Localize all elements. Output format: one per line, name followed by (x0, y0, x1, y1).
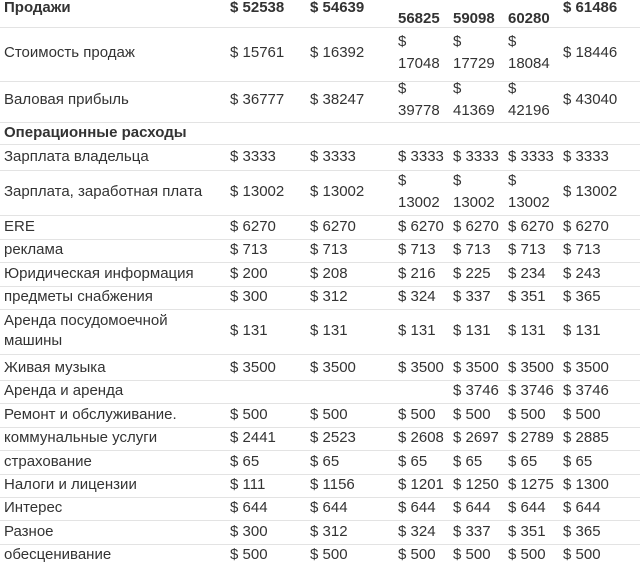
table-cell: $ 3500 (508, 359, 554, 376)
row-label: реклама (4, 241, 64, 258)
table-cell: $ 300 (230, 523, 268, 540)
table-cell: $ 13002 (563, 183, 618, 200)
table-cell: $ 713 (310, 241, 348, 258)
table-cell: $ (398, 80, 407, 97)
table-cell: $ 365 (563, 523, 601, 540)
table-cell: 18084 (508, 55, 550, 72)
table-cell: 56825 (398, 10, 440, 27)
table-cell: $ 3746 (453, 382, 499, 399)
table-cell: $ 3333 (398, 148, 444, 165)
table-cell: $ 500 (563, 546, 601, 563)
table-cell: $ (453, 33, 462, 50)
table-cell: $ 38247 (310, 91, 365, 108)
table-cell: $ 3746 (508, 382, 554, 399)
table-cell: $ (398, 172, 407, 189)
table-cell: $ 6270 (310, 218, 356, 235)
table-cell: $ 500 (453, 546, 491, 563)
table-cell: $ 351 (508, 523, 546, 540)
table-cell: $ 13002 (310, 183, 365, 200)
table-cell: 41369 (453, 102, 495, 119)
row-divider (0, 354, 640, 355)
table-cell: $ 312 (310, 288, 348, 305)
table-cell: $ 36777 (230, 91, 285, 108)
table-cell: $ 312 (310, 523, 348, 540)
table-cell: $ 3500 (230, 359, 276, 376)
table-cell: $ 200 (230, 265, 268, 282)
table-cell: $ 1275 (508, 476, 554, 493)
table-cell: $ 644 (310, 499, 348, 516)
table-cell: $ 500 (230, 546, 268, 563)
table-cell: $ 2441 (230, 429, 276, 446)
table-cell: $ 500 (310, 546, 348, 563)
row-label: Продажи (4, 0, 71, 16)
row-label: обесценивание (4, 546, 112, 563)
table-cell: $ 16392 (310, 44, 365, 61)
table-cell: 39778 (398, 102, 440, 119)
row-label: Интерес (4, 499, 63, 516)
table-cell: $ 54639 (310, 0, 365, 16)
table-cell: $ 13002 (230, 183, 285, 200)
table-cell: $ 65 (398, 453, 428, 470)
table-cell: $ 65 (230, 453, 260, 470)
table-cell: $ 1300 (563, 476, 609, 493)
table-cell: $ 365 (563, 288, 601, 305)
row-label: Разное (4, 523, 54, 540)
table-cell: $ 713 (508, 241, 546, 258)
table-cell: $ 2789 (508, 429, 554, 446)
row-label: Аренда и аренда (4, 382, 124, 399)
row-divider (0, 520, 640, 521)
table-cell: $ 713 (230, 241, 268, 258)
table-cell: $ 243 (563, 265, 601, 282)
table-cell: $ 65 (508, 453, 538, 470)
table-cell: $ 52538 (230, 0, 285, 16)
row-label: Аренда посудомоечной (4, 312, 168, 329)
table-cell: $ 6270 (508, 218, 554, 235)
row-label: Юридическая информация (4, 265, 194, 282)
table-cell: $ 300 (230, 288, 268, 305)
table-cell: $ 3500 (310, 359, 356, 376)
table-cell: $ 65 (453, 453, 483, 470)
table-cell: $ 500 (508, 406, 546, 423)
table-cell: $ 3333 (453, 148, 499, 165)
row-label: Зарплата, заработная плата (4, 183, 203, 200)
table-cell: $ 324 (398, 288, 436, 305)
table-cell: $ 500 (398, 546, 436, 563)
table-cell: 60280 (508, 10, 550, 27)
table-cell: $ 3746 (563, 382, 609, 399)
table-cell: $ 713 (398, 241, 436, 258)
table-cell: $ 644 (563, 499, 601, 516)
table-cell: $ 65 (310, 453, 340, 470)
table-cell: $ 131 (398, 322, 436, 339)
table-cell: $ 3333 (310, 148, 356, 165)
table-cell: $ (508, 172, 517, 189)
table-cell: $ 131 (230, 322, 268, 339)
table-cell: $ 324 (398, 523, 436, 540)
table-cell: 59098 (453, 10, 495, 27)
table-cell: $ 6270 (563, 218, 609, 235)
table-cell: $ 111 (230, 476, 266, 493)
table-cell: $ 3333 (508, 148, 554, 165)
table-cell: 13002 (398, 194, 440, 211)
table-cell: $ 713 (453, 241, 491, 258)
table-cell: $ 225 (453, 265, 491, 282)
table-cell: $ 644 (508, 499, 546, 516)
table-cell: $ 216 (398, 265, 436, 282)
table-cell: $ (398, 33, 407, 50)
row-label: Валовая прибыль (4, 91, 129, 108)
row-label: Налоги и лицензии (4, 476, 137, 493)
row-divider (0, 144, 640, 145)
table-cell: $ 2697 (453, 429, 499, 446)
row-divider (0, 403, 640, 404)
row-label: страхование (4, 453, 92, 470)
table-cell: $ 234 (508, 265, 546, 282)
table-cell: $ (508, 80, 517, 97)
table-cell: $ (453, 80, 462, 97)
row-divider (0, 215, 640, 216)
table-cell: $ 6270 (453, 218, 499, 235)
table-cell: $ 1156 (310, 476, 355, 493)
table-cell: $ 1250 (453, 476, 499, 493)
row-divider (0, 309, 640, 310)
table-cell: $ 3500 (453, 359, 499, 376)
table-cell: $ 500 (398, 406, 436, 423)
table-cell: $ 208 (310, 265, 348, 282)
table-cell: $ 1201 (398, 476, 444, 493)
table-cell: $ 131 (508, 322, 546, 339)
table-cell: $ 61486 (563, 0, 618, 16)
table-cell: $ 2885 (563, 429, 609, 446)
table-cell: 42196 (508, 102, 550, 119)
table-cell: $ 644 (230, 499, 268, 516)
table-cell: $ 3333 (563, 148, 609, 165)
row-label: машины (4, 332, 63, 349)
table-cell: $ 2523 (310, 429, 356, 446)
table-cell: $ 6270 (230, 218, 276, 235)
table-cell: $ 3500 (398, 359, 444, 376)
table-cell: $ 500 (563, 406, 601, 423)
table-cell: $ (453, 172, 462, 189)
table-cell: $ 337 (453, 288, 491, 305)
table-cell: $ 3333 (230, 148, 276, 165)
row-divider (0, 81, 640, 82)
table-cell: $ 131 (563, 322, 601, 339)
row-label: ERE (4, 218, 35, 235)
table-cell: $ 500 (453, 406, 491, 423)
table-cell: $ 6270 (398, 218, 444, 235)
table-cell: $ 337 (453, 523, 491, 540)
row-divider (0, 262, 640, 263)
table-cell: 13002 (508, 194, 550, 211)
table-cell: 13002 (453, 194, 495, 211)
table-cell: $ 65 (563, 453, 593, 470)
row-label: Стоимость продаж (4, 44, 135, 61)
row-label: коммунальные услуги (4, 429, 158, 446)
table-cell: $ 351 (508, 288, 546, 305)
table-cell: $ 15761 (230, 44, 285, 61)
table-cell: $ 131 (453, 322, 491, 339)
table-cell: $ 131 (310, 322, 348, 339)
table-cell: $ 644 (398, 499, 436, 516)
table-cell: $ 2608 (398, 429, 444, 446)
table-cell: $ 500 (310, 406, 348, 423)
table-cell: $ 18446 (563, 44, 618, 61)
table-cell: 17048 (398, 55, 440, 72)
table-cell: $ (508, 33, 517, 50)
table-cell: $ 43040 (563, 91, 618, 108)
table-cell: $ 500 (508, 546, 546, 563)
row-label: Ремонт и обслуживание. (4, 406, 177, 423)
row-divider (0, 450, 640, 451)
table-cell: $ 3500 (563, 359, 609, 376)
row-label: Зарплата владельца (4, 148, 149, 165)
table-cell: $ 644 (453, 499, 491, 516)
table-cell: $ 713 (563, 241, 601, 258)
table-cell: 17729 (453, 55, 495, 72)
row-label: предметы снабжения (4, 288, 153, 305)
table-cell: $ 500 (230, 406, 268, 423)
row-label: Живая музыка (4, 359, 106, 376)
row-divider (0, 170, 640, 171)
row-label: Операционные расходы (4, 124, 187, 141)
